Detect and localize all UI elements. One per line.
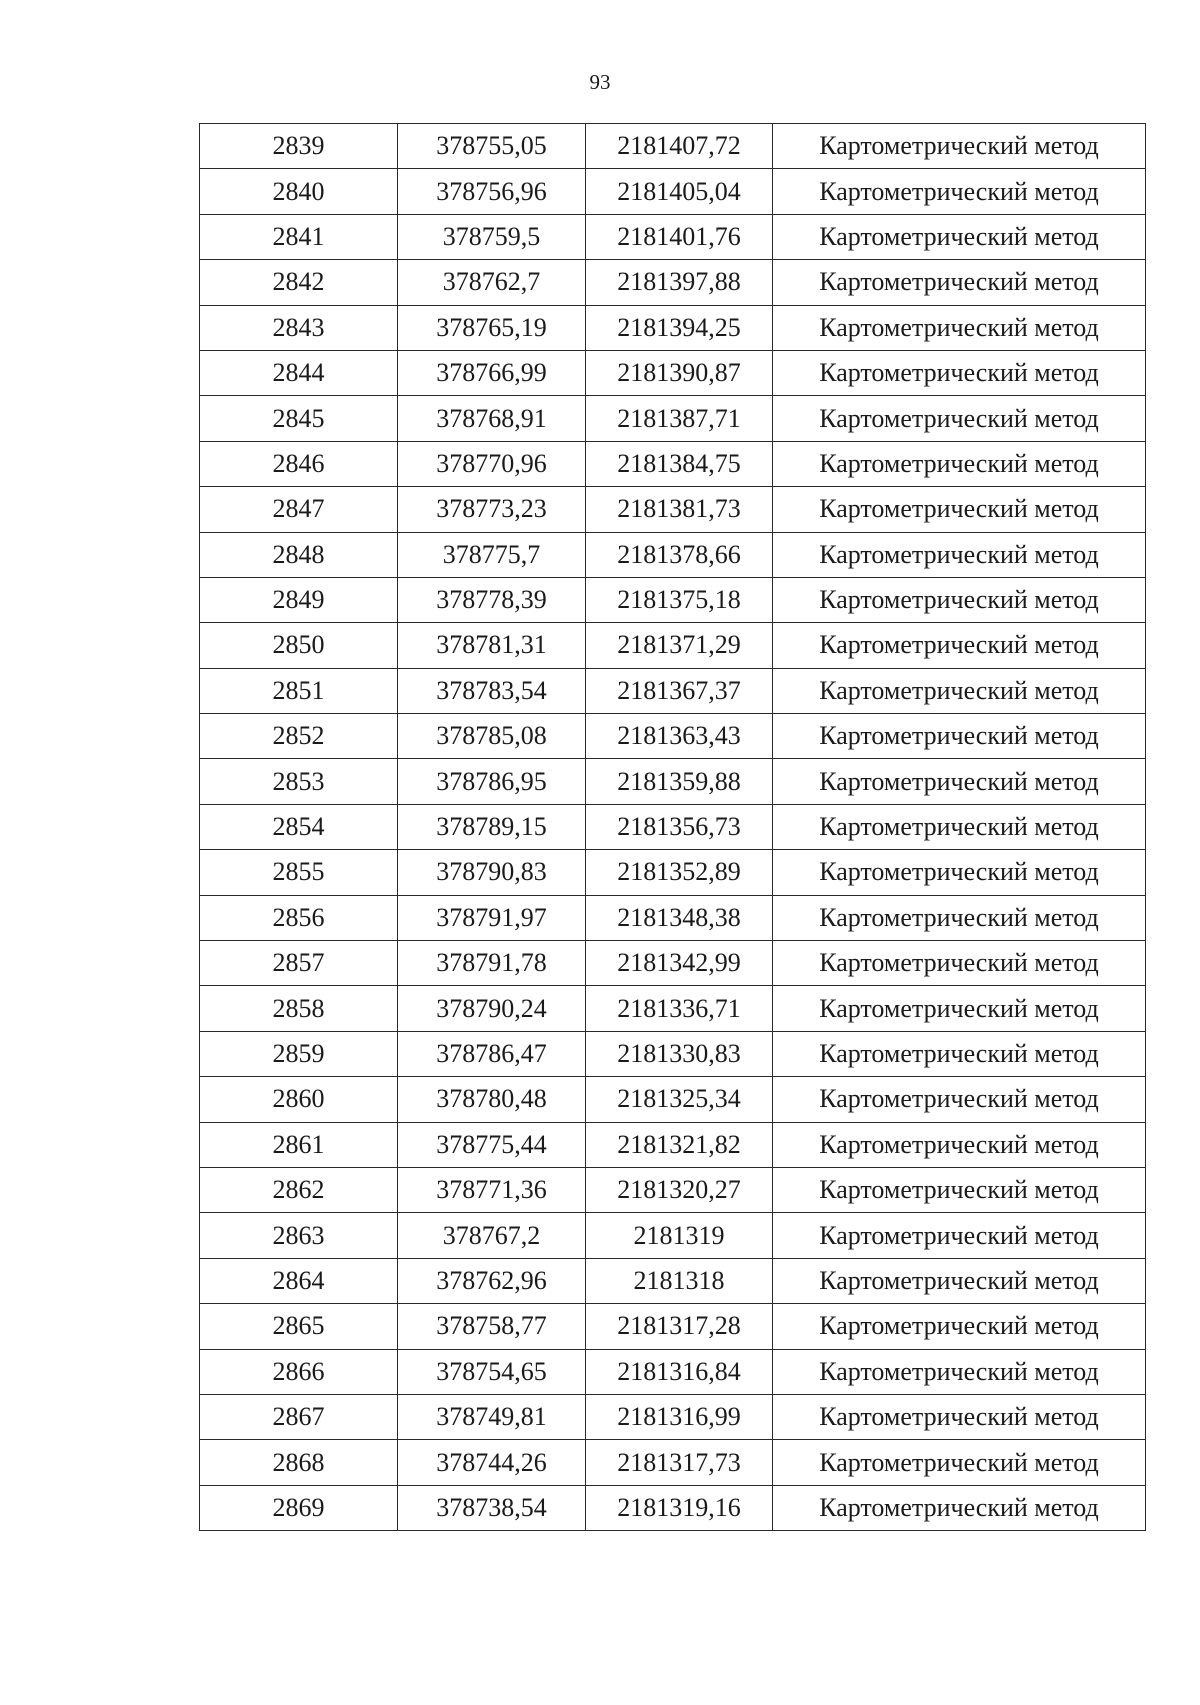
point-number-cell: 2851 xyxy=(200,668,398,713)
y-coordinate-cell: 2181390,87 xyxy=(586,350,773,395)
point-number-cell: 2853 xyxy=(200,759,398,804)
x-coordinate-cell: 378791,78 xyxy=(398,941,586,986)
x-coordinate-cell: 378771,36 xyxy=(398,1167,586,1212)
x-coordinate-cell: 378762,7 xyxy=(398,260,586,305)
x-coordinate-cell: 378765,19 xyxy=(398,305,586,350)
table-row xyxy=(200,169,1146,214)
table-row xyxy=(200,759,1146,804)
coordinates-table-body xyxy=(200,124,1146,1531)
table-row xyxy=(200,1485,1146,1530)
method-cell: Картометрический метод xyxy=(773,1167,1146,1212)
x-coordinate-cell: 378749,81 xyxy=(398,1394,586,1439)
x-coordinate-cell: 378770,96 xyxy=(398,441,586,486)
point-number-cell: 2868 xyxy=(200,1440,398,1485)
x-coordinate-cell: 378785,08 xyxy=(398,714,586,759)
point-number-cell: 2839 xyxy=(200,124,398,169)
method-cell: Картометрический метод xyxy=(773,850,1146,895)
table-row xyxy=(200,1031,1146,1076)
y-coordinate-cell: 2181316,84 xyxy=(586,1349,773,1394)
point-number-cell: 2860 xyxy=(200,1077,398,1122)
point-number-cell: 2858 xyxy=(200,986,398,1031)
method-cell: Картометрический метод xyxy=(773,577,1146,622)
point-number-cell: 2841 xyxy=(200,214,398,259)
method-cell: Картометрический метод xyxy=(773,714,1146,759)
point-number-cell: 2866 xyxy=(200,1349,398,1394)
y-coordinate-cell: 2181405,04 xyxy=(586,169,773,214)
method-cell: Картометрический метод xyxy=(773,487,1146,532)
point-number-cell: 2862 xyxy=(200,1167,398,1212)
y-coordinate-cell: 2181384,75 xyxy=(586,441,773,486)
method-cell: Картометрический метод xyxy=(773,1122,1146,1167)
x-coordinate-cell: 378754,65 xyxy=(398,1349,586,1394)
point-number-cell: 2864 xyxy=(200,1258,398,1303)
table-row xyxy=(200,1213,1146,1258)
y-coordinate-cell: 2181375,18 xyxy=(586,577,773,622)
point-number-cell: 2842 xyxy=(200,260,398,305)
method-cell: Картометрический метод xyxy=(773,804,1146,849)
point-number-cell: 2848 xyxy=(200,532,398,577)
method-cell: Картометрический метод xyxy=(773,668,1146,713)
y-coordinate-cell: 2181342,99 xyxy=(586,941,773,986)
x-coordinate-cell: 378791,97 xyxy=(398,895,586,940)
table-row xyxy=(200,895,1146,940)
point-number-cell: 2856 xyxy=(200,895,398,940)
y-coordinate-cell: 2181363,43 xyxy=(586,714,773,759)
table-row xyxy=(200,850,1146,895)
table-row xyxy=(200,941,1146,986)
table-row xyxy=(200,1167,1146,1212)
x-coordinate-cell: 378786,47 xyxy=(398,1031,586,1076)
table-row xyxy=(200,804,1146,849)
method-cell: Картометрический метод xyxy=(773,941,1146,986)
method-cell: Картометрический метод xyxy=(773,214,1146,259)
x-coordinate-cell: 378790,83 xyxy=(398,850,586,895)
method-cell: Картометрический метод xyxy=(773,305,1146,350)
point-number-cell: 2854 xyxy=(200,804,398,849)
x-coordinate-cell: 378775,44 xyxy=(398,1122,586,1167)
method-cell: Картометрический метод xyxy=(773,759,1146,804)
table-row xyxy=(200,214,1146,259)
y-coordinate-cell: 2181381,73 xyxy=(586,487,773,532)
x-coordinate-cell: 378778,39 xyxy=(398,577,586,622)
y-coordinate-cell: 2181394,25 xyxy=(586,305,773,350)
y-coordinate-cell: 2181352,89 xyxy=(586,850,773,895)
page-number: 93 xyxy=(589,70,611,94)
y-coordinate-cell: 2181325,34 xyxy=(586,1077,773,1122)
table-row xyxy=(200,1304,1146,1349)
point-number-cell: 2865 xyxy=(200,1304,398,1349)
table-row xyxy=(200,1122,1146,1167)
table-row xyxy=(200,577,1146,622)
point-number-cell: 2849 xyxy=(200,577,398,622)
table-row xyxy=(200,623,1146,668)
x-coordinate-cell: 378759,5 xyxy=(398,214,586,259)
table-row xyxy=(200,714,1146,759)
method-cell: Картометрический метод xyxy=(773,1349,1146,1394)
method-cell: Картометрический метод xyxy=(773,1304,1146,1349)
y-coordinate-cell: 2181397,88 xyxy=(586,260,773,305)
table-row xyxy=(200,305,1146,350)
table-row xyxy=(200,1394,1146,1439)
x-coordinate-cell: 378775,7 xyxy=(398,532,586,577)
point-number-cell: 2845 xyxy=(200,396,398,441)
y-coordinate-cell: 2181321,82 xyxy=(586,1122,773,1167)
point-number-cell: 2843 xyxy=(200,305,398,350)
y-coordinate-cell: 2181387,71 xyxy=(586,396,773,441)
method-cell: Картометрический метод xyxy=(773,1485,1146,1530)
point-number-cell: 2850 xyxy=(200,623,398,668)
method-cell: Картометрический метод xyxy=(773,895,1146,940)
point-number-cell: 2847 xyxy=(200,487,398,532)
point-number-cell: 2846 xyxy=(200,441,398,486)
x-coordinate-cell: 378738,54 xyxy=(398,1485,586,1530)
y-coordinate-cell: 2181336,71 xyxy=(586,986,773,1031)
x-coordinate-cell: 378758,77 xyxy=(398,1304,586,1349)
x-coordinate-cell: 378756,96 xyxy=(398,169,586,214)
method-cell: Картометрический метод xyxy=(773,532,1146,577)
point-number-cell: 2855 xyxy=(200,850,398,895)
y-coordinate-cell: 2181330,83 xyxy=(586,1031,773,1076)
method-cell: Картометрический метод xyxy=(773,1213,1146,1258)
y-coordinate-cell: 2181348,38 xyxy=(586,895,773,940)
method-cell: Картометрический метод xyxy=(773,350,1146,395)
table-row xyxy=(200,487,1146,532)
method-cell: Картометрический метод xyxy=(773,260,1146,305)
point-number-cell: 2840 xyxy=(200,169,398,214)
x-coordinate-cell: 378790,24 xyxy=(398,986,586,1031)
method-cell: Картометрический метод xyxy=(773,396,1146,441)
point-number-cell: 2863 xyxy=(200,1213,398,1258)
x-coordinate-cell: 378789,15 xyxy=(398,804,586,849)
y-coordinate-cell: 2181356,73 xyxy=(586,804,773,849)
point-number-cell: 2844 xyxy=(200,350,398,395)
method-cell: Картометрический метод xyxy=(773,1258,1146,1303)
point-number-cell: 2861 xyxy=(200,1122,398,1167)
y-coordinate-cell: 2181320,27 xyxy=(586,1167,773,1212)
method-cell: Картометрический метод xyxy=(773,623,1146,668)
method-cell: Картометрический метод xyxy=(773,169,1146,214)
x-coordinate-cell: 378766,99 xyxy=(398,350,586,395)
y-coordinate-cell: 2181317,28 xyxy=(586,1304,773,1349)
y-coordinate-cell: 2181319 xyxy=(586,1213,773,1258)
y-coordinate-cell: 2181317,73 xyxy=(586,1440,773,1485)
point-number-cell: 2867 xyxy=(200,1394,398,1439)
method-cell: Картометрический метод xyxy=(773,1031,1146,1076)
x-coordinate-cell: 378744,26 xyxy=(398,1440,586,1485)
point-number-cell: 2869 xyxy=(200,1485,398,1530)
table-row xyxy=(200,124,1146,169)
point-number-cell: 2859 xyxy=(200,1031,398,1076)
coordinates-table xyxy=(199,123,1146,1531)
table-row xyxy=(200,1077,1146,1122)
method-cell: Картометрический метод xyxy=(773,124,1146,169)
table-row xyxy=(200,350,1146,395)
point-number-cell: 2857 xyxy=(200,941,398,986)
y-coordinate-cell: 2181319,16 xyxy=(586,1485,773,1530)
x-coordinate-cell: 378768,91 xyxy=(398,396,586,441)
x-coordinate-cell: 378786,95 xyxy=(398,759,586,804)
y-coordinate-cell: 2181318 xyxy=(586,1258,773,1303)
table-row xyxy=(200,441,1146,486)
table-row xyxy=(200,396,1146,441)
method-cell: Картометрический метод xyxy=(773,986,1146,1031)
x-coordinate-cell: 378767,2 xyxy=(398,1213,586,1258)
point-number-cell: 2852 xyxy=(200,714,398,759)
table-row xyxy=(200,532,1146,577)
method-cell: Картометрический метод xyxy=(773,1077,1146,1122)
x-coordinate-cell: 378762,96 xyxy=(398,1258,586,1303)
table-row xyxy=(200,1258,1146,1303)
table-row xyxy=(200,668,1146,713)
x-coordinate-cell: 378780,48 xyxy=(398,1077,586,1122)
method-cell: Картометрический метод xyxy=(773,1394,1146,1439)
x-coordinate-cell: 378783,54 xyxy=(398,668,586,713)
x-coordinate-cell: 378755,05 xyxy=(398,124,586,169)
y-coordinate-cell: 2181359,88 xyxy=(586,759,773,804)
y-coordinate-cell: 2181407,72 xyxy=(586,124,773,169)
table-row xyxy=(200,986,1146,1031)
y-coordinate-cell: 2181316,99 xyxy=(586,1394,773,1439)
method-cell: Картометрический метод xyxy=(773,1440,1146,1485)
y-coordinate-cell: 2181371,29 xyxy=(586,623,773,668)
table-row xyxy=(200,1349,1146,1394)
table-row xyxy=(200,1440,1146,1485)
y-coordinate-cell: 2181367,37 xyxy=(586,668,773,713)
y-coordinate-cell: 2181401,76 xyxy=(586,214,773,259)
x-coordinate-cell: 378781,31 xyxy=(398,623,586,668)
table-row xyxy=(200,260,1146,305)
x-coordinate-cell: 378773,23 xyxy=(398,487,586,532)
method-cell: Картометрический метод xyxy=(773,441,1146,486)
y-coordinate-cell: 2181378,66 xyxy=(586,532,773,577)
